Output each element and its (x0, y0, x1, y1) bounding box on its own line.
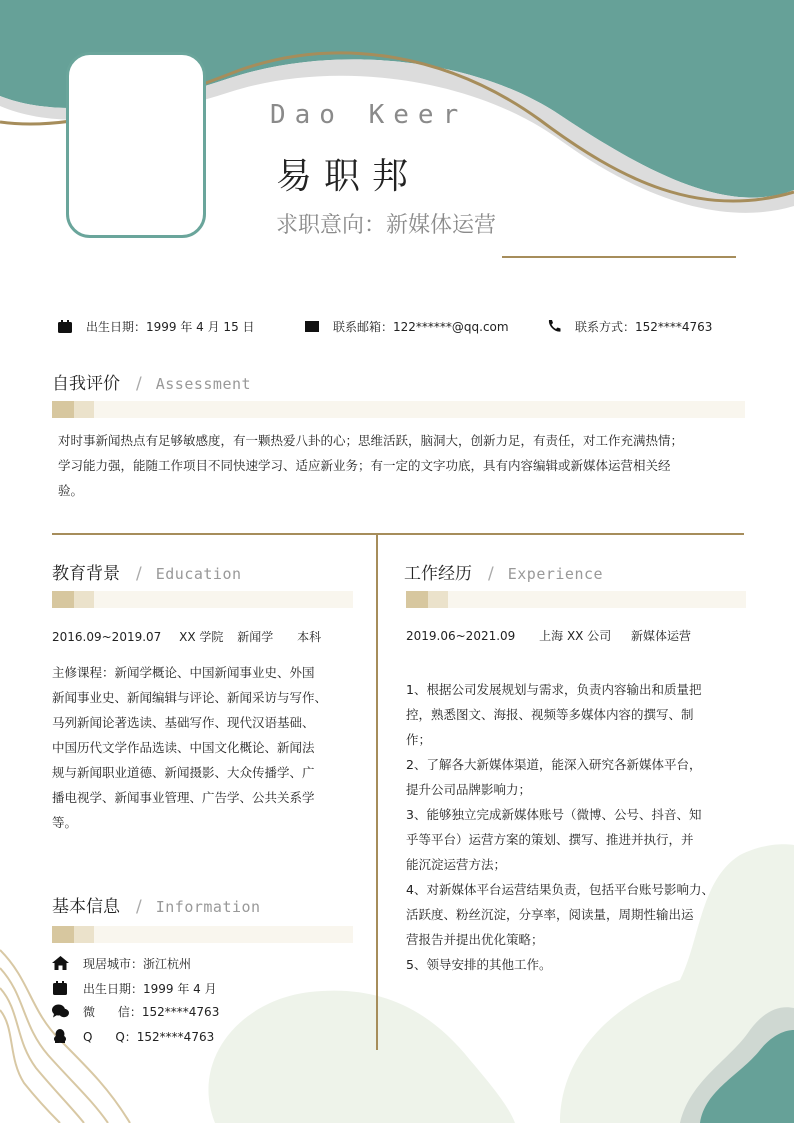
info-birthday (52, 979, 217, 997)
basic-info-heading: 基本信息 / Information (52, 897, 261, 917)
education-major: 新闻学 (237, 630, 274, 644)
course-line: 马列新闻论著选读、基础写作、现代汉语基础、 (52, 715, 315, 730)
info-wechat-text: 微 信：152****4763 (83, 1004, 220, 1019)
name-english: Dao Keer (270, 100, 468, 130)
assessment-line: 学习能力强，能随工作项目不同快速学习、适应新业务；有一定的文字功底，具有内容编辑或新媒体运营相关经 (58, 458, 671, 473)
course-line: 中国历代文学作品选读、中国文化概论、新闻法 (52, 740, 315, 755)
duty-line: 控，熟悉图文、海报、视频等多媒体内容的撰写、制 (406, 707, 694, 722)
education-title: 教育背景 (52, 564, 120, 584)
assessment-line: 验。 (58, 483, 84, 498)
phone-icon (547, 320, 561, 333)
education-degree: 本科 (297, 630, 322, 644)
basic-info-title: 基本信息 (52, 897, 120, 917)
profile-photo-frame (66, 52, 206, 238)
duty-line: 3、能够独立完成新媒体账号（微博、公号、抖音、知 (406, 807, 702, 822)
experience-title-en: Experience (507, 565, 604, 583)
experience-period: 2019.06~2021.09 (406, 629, 516, 643)
course-line: 等。 (52, 815, 78, 830)
mail-icon (305, 320, 319, 333)
calendar-icon (52, 981, 69, 995)
experience-company: 上海 XX 公司 (539, 629, 612, 643)
education-bar (52, 591, 353, 608)
education-courses (52, 660, 362, 835)
assessment-text (58, 428, 748, 503)
calendar-icon (58, 320, 72, 333)
course-line: 主修课程：新闻学概论、中国新闻事业史、外国 (52, 665, 315, 680)
basic-info-title-en: Information (155, 898, 261, 916)
duty-line: 营报告并提出优化策略； (406, 932, 544, 947)
home-icon (52, 956, 69, 970)
qq-icon (52, 1029, 69, 1043)
wechat-icon (52, 1004, 69, 1018)
duty-line: 活跃度、粉丝沉淀，分享率，阅读量，周期性输出运 (406, 907, 694, 922)
experience-summary (406, 627, 691, 644)
assessment-title-en: Assessment (155, 375, 252, 393)
duty-line: 乎等平台）运营方案的策划、撰写、推进并执行，并 (406, 832, 694, 847)
education-summary (52, 628, 321, 645)
duty-line: 作； (406, 732, 432, 747)
contact-birthday-text: 出生日期：1999 年 4 月 15 日 (86, 320, 255, 334)
experience-bar (406, 591, 746, 608)
column-divider (376, 535, 378, 1050)
duty-line: 2、了解各大新媒体渠道，能深入研究各新媒体平台， (406, 757, 702, 772)
info-city-text: 现居城市：浙江杭州 (83, 956, 192, 971)
experience-role: 新媒体运营 (631, 629, 692, 643)
course-line: 新闻事业史、新闻编辑与评论、新闻采访与写作、 (52, 690, 328, 705)
assessment-line: 对时事新闻热点有足够敏感度，有一颗热爱八卦的心；思维活跃，脑洞大，创新力足，有责任，对工作充满热情； (58, 433, 684, 448)
assessment-title: 自我评价 (52, 374, 120, 394)
info-qq-text: Q Q：152****4763 (83, 1029, 215, 1044)
job-intent: 求职意向：新媒体运营 (276, 213, 497, 238)
contact-email-text: 联系邮箱：122******@qq.com (333, 320, 509, 334)
assessment-heading: 自我评价 / Assessment (52, 374, 252, 394)
assessment-bar (52, 401, 745, 418)
course-line: 播电视学、新闻事业管理、广告学、公共关系学 (52, 790, 315, 805)
contact-phone[interactable] (547, 318, 712, 335)
education-title-en: Education (155, 565, 242, 583)
basic-info-bar (52, 926, 353, 943)
duty-line: 1、根据公司发展规划与需求，负责内容输出和质量把 (406, 682, 702, 697)
section-divider (52, 533, 744, 535)
duty-line: 能沉淀运营方法； (406, 857, 507, 872)
duty-line: 4、对新媒体平台运营结果负责，包括平台账号影响力、 (406, 882, 714, 897)
contact-email[interactable] (305, 318, 509, 335)
duty-line: 5、领导安排的其他工作。 (406, 957, 552, 972)
experience-title: 工作经历 (404, 564, 472, 584)
experience-heading: 工作经历 / Experience (404, 564, 604, 584)
intent-underline (502, 256, 736, 258)
name-chinese: 易职邦 (276, 156, 421, 197)
duty-line: 提升公司品牌影响力； (406, 782, 532, 797)
info-birthday-text: 出生日期：1999 年 4 月 (83, 981, 217, 996)
education-period: 2016.09~2019.07 (52, 630, 162, 644)
education-heading: 教育背景 / Education (52, 564, 242, 584)
experience-duties (406, 677, 751, 977)
info-qq (52, 1027, 214, 1045)
course-line: 规与新闻职业道德、新闻摄影、大众传播学、广 (52, 765, 315, 780)
contact-phone-text: 联系方式：152****4763 (575, 320, 713, 334)
info-wechat (52, 1002, 219, 1020)
contact-birthday (58, 318, 255, 335)
info-city (52, 954, 191, 972)
education-school: XX 学院 (179, 630, 224, 644)
